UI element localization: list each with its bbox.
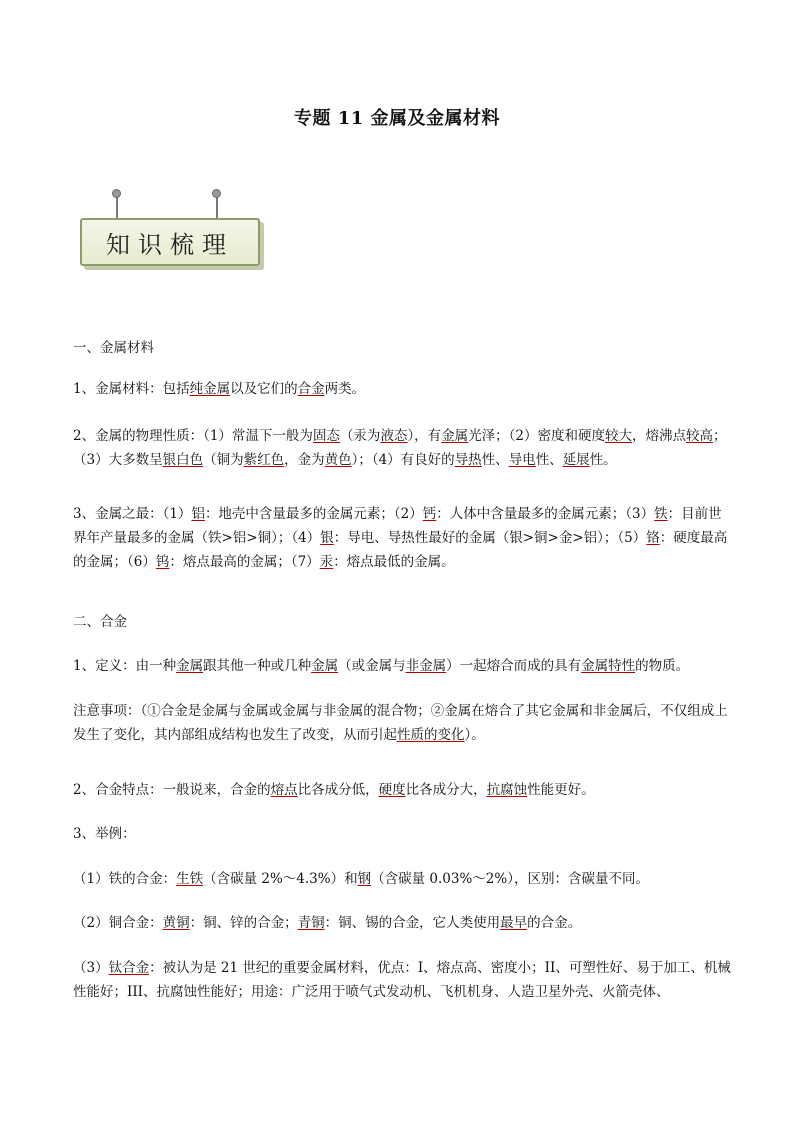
text-run: （含碳量 2%～4.3%）和 <box>203 871 358 887</box>
key-term: 钙 <box>422 506 437 522</box>
text-run: ，金为 <box>284 452 325 468</box>
text-run: （3） <box>73 960 109 976</box>
key-term: 汞 <box>319 554 334 570</box>
text-run: ）一起熔合而成的具有 <box>446 658 582 674</box>
key-term: 熔点 <box>270 782 298 798</box>
text-run: 2、合金特点：一般说来，合金的 <box>73 782 271 798</box>
text-run: ：铜、锌的合金； <box>189 915 298 931</box>
section-heading-metal-materials <box>73 336 733 360</box>
text-run: 1、定义：由一种 <box>73 658 177 674</box>
text-run: 的物质。 <box>635 658 690 674</box>
text-run: 3、举例： <box>73 826 136 842</box>
paragraph-alloy-definition <box>73 654 733 678</box>
paragraph-metal-records <box>73 502 733 574</box>
text-run: ：导电、导热性最好的金属（银>铜>金>铝）；（5） <box>333 530 647 546</box>
sign-hook-left <box>112 189 121 198</box>
key-term: 硬度 <box>378 782 406 798</box>
key-term: 生铁 <box>176 871 204 887</box>
paragraph-physical-properties <box>73 424 733 472</box>
text-run: （1）铁的合金： <box>73 871 177 887</box>
key-term: 延展 <box>562 452 590 468</box>
text-run: （汞为 <box>339 428 381 444</box>
key-term: 紫红色 <box>243 452 285 468</box>
paragraph-examples-heading <box>73 822 733 846</box>
key-term: 青铜 <box>297 915 325 931</box>
key-term: 金属 <box>176 658 204 674</box>
key-term: 液态 <box>380 428 408 444</box>
key-term: 金属 <box>311 658 339 674</box>
text-run: 1、金属材料：包括 <box>73 381 190 397</box>
section-heading-alloys <box>73 610 733 634</box>
key-term: 银白色 <box>162 452 204 468</box>
key-term: 性质的变化 <box>397 727 465 743</box>
text-run: 一、金属材料 <box>73 340 154 356</box>
text-run: （含碳量 0.03%～2%），区别：含碳量不同。 <box>371 871 649 887</box>
key-term: 铬 <box>646 530 660 546</box>
paragraph-metal-materials-definition <box>73 377 733 401</box>
text-run: ：熔点最高的金属；（7） <box>169 554 320 570</box>
text-run: ），有 <box>407 428 442 444</box>
key-term: 最早 <box>500 915 528 931</box>
text-run: 3、金属之最：（1） <box>73 506 192 522</box>
text-run: 性能更好。 <box>527 782 595 798</box>
text-run: ：目前世界年产量最多的金属（铁>铝>铜）；（4） <box>73 506 722 546</box>
key-term: 铝 <box>191 506 205 522</box>
text-run: 两类。 <box>324 381 366 397</box>
text-run: 性、 <box>481 452 509 468</box>
text-run: 光泽；（2）密度和硬度 <box>468 428 606 444</box>
text-run: ：硬度最高的金属；（6） <box>73 530 728 570</box>
text-run: 注意事项：（①合金是金属与金属或金属与非金属的混合物；②金属在熔合了其它金属和非金属后，不仅组成上发生了变化，其内部组成结构也发生了改变，从而引起 <box>73 703 728 743</box>
text-run: ）；（4）有良好的 <box>351 452 455 468</box>
key-term: 钨 <box>155 554 170 570</box>
text-run: ；（3）大多数呈 <box>73 428 727 468</box>
text-run: ：熔点最低的金属。 <box>333 554 455 570</box>
paragraph-alloy-features <box>73 778 733 802</box>
text-run: （2）铜合金： <box>73 915 163 931</box>
text-run: 比各成分大， <box>405 782 487 798</box>
text-run: ：被认为是 21 世纪的重要金属材料，优点：I、熔点高、密度小；II、可塑性好、易于加工、机械性能好；III、抗腐蚀性能好；用途：广泛用于喷气式发动机、飞机机身、人造卫星外壳、火箭壳体、 <box>73 960 731 1000</box>
text-run: ）。 <box>464 727 485 743</box>
key-term: 抗腐蚀 <box>486 782 528 798</box>
key-term: 钢 <box>357 871 372 887</box>
key-term: 纯金属 <box>189 381 231 397</box>
key-term: 较大 <box>605 428 633 444</box>
text-run: 以及它们的 <box>230 381 298 397</box>
paragraph-iron-alloys <box>73 867 733 891</box>
key-term: 固态 <box>312 428 340 444</box>
key-term: 黄色 <box>324 452 352 468</box>
sign-hook-right <box>212 189 221 198</box>
key-term: 银 <box>320 530 334 546</box>
paragraph-titanium-alloys <box>73 956 733 1004</box>
text-run: （或金属与 <box>338 658 406 674</box>
key-term: 非金属 <box>405 658 447 674</box>
key-term: 合金 <box>297 381 325 397</box>
key-term: 金属特性 <box>581 658 636 674</box>
key-term: 钛合金 <box>108 960 150 976</box>
sign-board: 知识梳理 <box>80 218 260 266</box>
text-run: 性。 <box>589 452 617 468</box>
paragraph-copper-alloys <box>73 911 733 935</box>
knowledge-sign <box>80 192 270 272</box>
text-run: 的合金。 <box>527 915 582 931</box>
text-run: ：人体中含量最多的金属元素；（3） <box>436 506 655 522</box>
text-run: ：铜、锡的合金，它人类使用 <box>324 915 501 931</box>
key-term: 金属 <box>441 428 469 444</box>
text-run: ，熔沸点 <box>632 428 687 444</box>
text-run: （铜为 <box>203 452 244 468</box>
key-term: 导电 <box>508 452 536 468</box>
text-run: 2、金属的物理性质：（1）常温下一般为 <box>73 428 313 444</box>
page-title: 专题 11 金属及金属材料 <box>293 108 501 129</box>
key-term: 较高 <box>686 428 714 444</box>
paragraph-notes <box>73 699 733 747</box>
text-run: 二、合金 <box>73 614 127 630</box>
key-term: 黄铜 <box>162 915 190 931</box>
text-run: 比各成分低， <box>297 782 379 798</box>
text-run: 性、 <box>535 452 563 468</box>
text-run: ：地壳中含量最多的金属元素；（2） <box>204 506 423 522</box>
key-term: 铁 <box>654 506 668 522</box>
text-run: 跟其他一种或几种 <box>203 658 312 674</box>
key-term: 导热 <box>454 452 482 468</box>
